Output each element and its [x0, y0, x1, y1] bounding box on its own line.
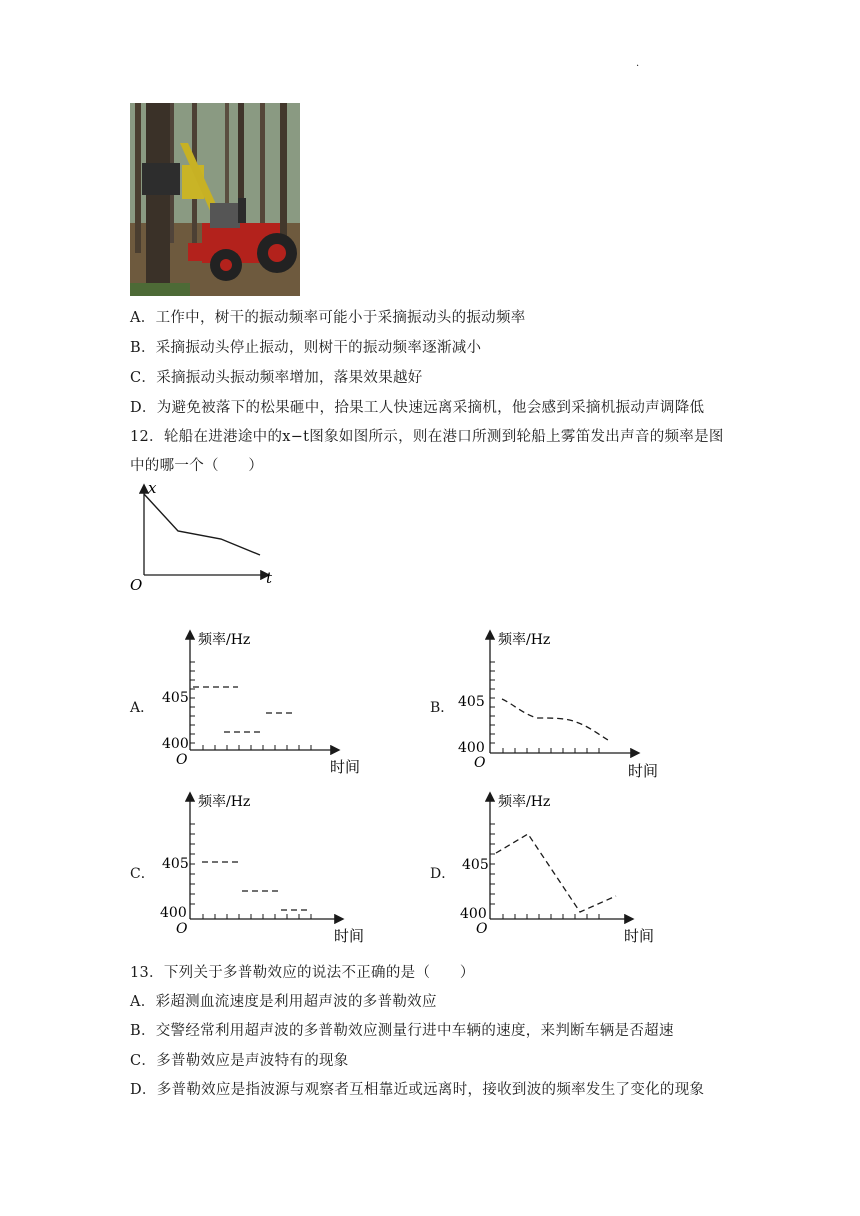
d-y-label: 频率/Hz — [498, 794, 551, 810]
q13-option-a: A．彩超测血流速度是利用超声波的多普勒效应 — [130, 994, 437, 1010]
q12-option-d-label: D． — [430, 866, 456, 882]
q12-option-c-label: C． — [130, 866, 155, 882]
q11-option-b: B．采摘振动头停止振动，则树干的振动频率逐渐减小 — [130, 340, 482, 356]
tree-shaker-photo — [130, 103, 300, 296]
q13-option-c: C．多普勒效应是声波特有的现象 — [130, 1053, 349, 1069]
b-origin: O — [474, 755, 486, 771]
xt-curve — [144, 494, 260, 555]
c-x-label: 时间 — [334, 927, 365, 945]
xt-graph — [126, 478, 286, 598]
xt-origin: O — [130, 576, 143, 594]
q12-option-a-label: A． — [130, 700, 155, 716]
q12-stem-line1: 12．轮船在进港途中的x−t图象如图所示，则在港口所测到轮船上雾笛发出声音的频率是图 — [130, 429, 724, 445]
b-tick-400: 400 — [458, 740, 485, 756]
d-tick-400: 400 — [460, 906, 487, 922]
q11-option-c: C．采摘振动头振动频率增加，落果效果越好 — [130, 370, 423, 386]
q13-option-b: B．交警经常利用超声波的多普勒效应测量行进中车辆的速度，来判断车辆是否超速 — [130, 1023, 674, 1039]
q12-option-d-graph — [458, 788, 678, 948]
b-curve — [502, 699, 608, 740]
a-y-label: 频率/Hz — [198, 632, 251, 648]
b-tick-405: 405 — [458, 694, 485, 710]
q12-option-b-label: B． — [430, 700, 455, 716]
xt-x-label: t — [266, 569, 273, 587]
q12-option-c-graph — [158, 788, 378, 948]
c-origin: O — [176, 921, 188, 937]
q13-option-d: D．多普勒效应是指波源与观察者互相靠近或远离时，接收到波的频率发生了变化的现象 — [130, 1082, 705, 1098]
a-tick-400: 400 — [162, 736, 189, 752]
d-x-label: 时间 — [624, 927, 655, 945]
d-tick-405: 405 — [462, 857, 489, 873]
q11-option-d: D．为避免被落下的松果砸中，拾果工人快速远离采摘机，他会感到采摘机振动声调降低 — [130, 400, 705, 416]
page-mark: . — [636, 58, 640, 69]
a-origin: O — [176, 752, 188, 768]
q12-stem-line2: 中的哪一个（ ） — [130, 458, 264, 474]
xt-y-label: x — [148, 479, 157, 497]
q13-stem: 13．下列关于多普勒效应的说法不正确的是（ ） — [130, 965, 475, 981]
b-y-label: 频率/Hz — [498, 632, 551, 648]
c-tick-400: 400 — [160, 905, 187, 921]
a-x-label: 时间 — [330, 758, 361, 776]
c-y-label: 频率/Hz — [198, 794, 251, 810]
c-tick-405: 405 — [162, 856, 189, 872]
b-x-label: 时间 — [628, 762, 659, 780]
a-tick-405: 405 — [162, 690, 189, 706]
q12-option-b-graph — [458, 626, 678, 782]
q12-option-a-graph — [158, 626, 378, 776]
d-origin: O — [476, 921, 488, 937]
q11-option-a: A．工作中，树干的振动频率可能小于采摘振动头的振动频率 — [130, 310, 526, 326]
d-curve — [496, 834, 616, 912]
